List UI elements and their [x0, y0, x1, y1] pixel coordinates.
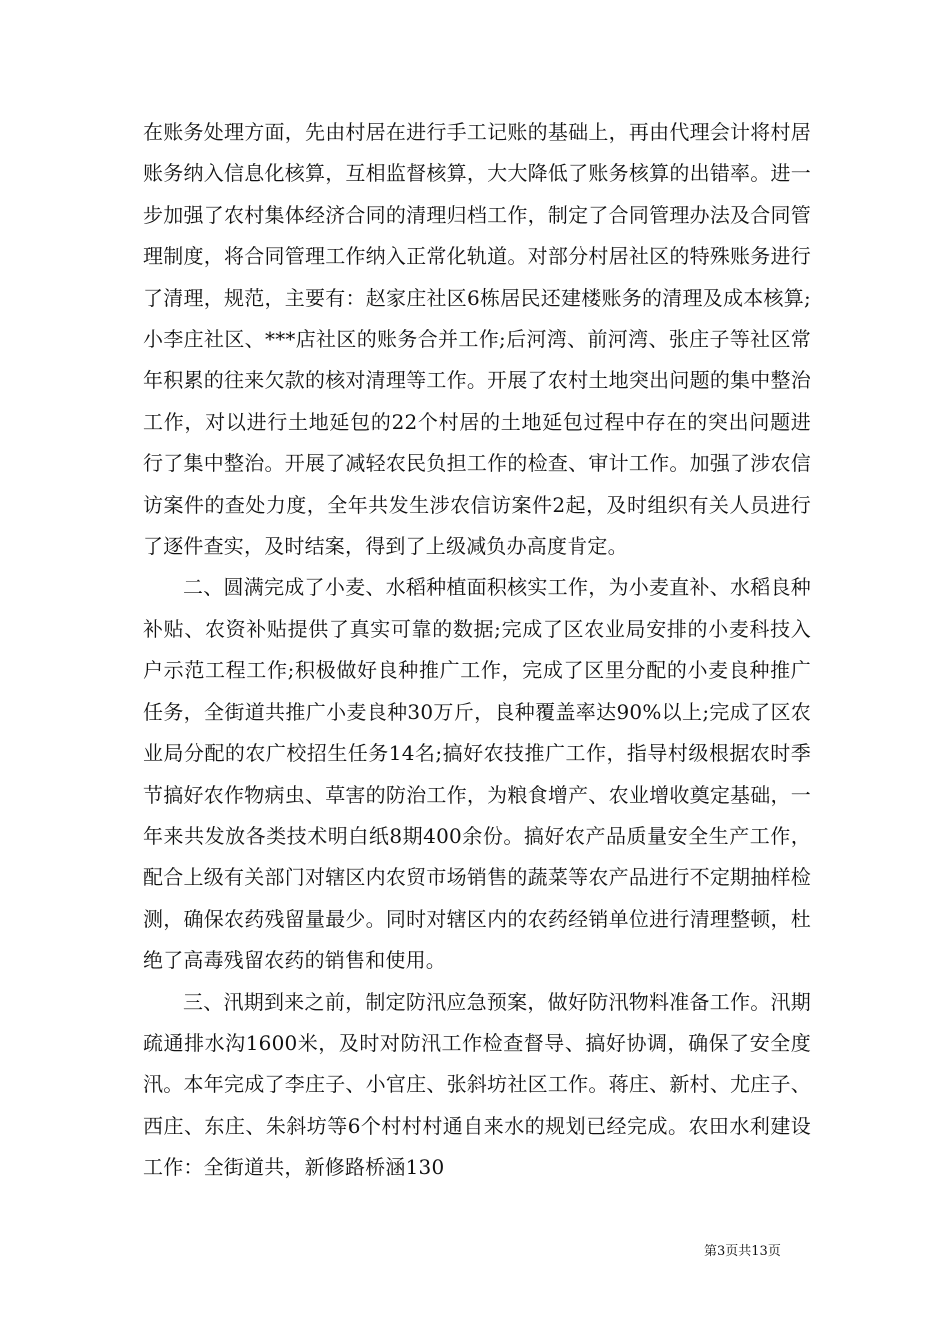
paragraph-accounting: 在账务处理方面，先由村居在进行手工记账的基础上，再由代理会计将村居账务纳入信息化核算，互相监督核算，大大降低了账务核算的出错率。进一步加强了农村集体经济合同的清理归档工作，制定了合同管理办法及合同管理制度，将合同管理工作纳入正常化轨道。对部分村居社区的特殊账务进行了清理，规范，主要有：赵家庄社区6栋居民还建楼账务的清理及成本核算;小李庄社区、***店社区的账务合并工作;后河湾、前河湾、张庄子等社区常年积累的往来欠款的核对清理等工作。开展了农村土地突出问题的集中整治工作，对以进行土地延包的22个村居的土地延包过程中存在的突出问题进行了集中整治。开展了减轻农民负担工作的检查、审计工作。加强了涉农信访案件的查处力度，全年共发生涉农信访案件2起，及时组织有关人员进行了逐件查实，及时结案，得到了上级减负办高度肯定。 — [143, 120, 811, 559]
page-number-footer: 第3页共13页 — [704, 1244, 781, 1259]
paragraph-section-three: 三、汛期到来之前，制定防汛应急预案，做好防汛物料准备工作。汛期疏通排水沟1600米，及时对防汛工作检查督导、搞好协调，确保了安全度汛。本年完成了李庄子、小官庄、张斜坊社区工作。蒋庄、新村、尤庄子、西庄、东庄、朱斜坊等6个村村村通自来水的规划已经完成。农田水利建设工作：全街道共，新修路桥涵130 — [143, 989, 811, 1180]
body-text — [143, 112, 811, 1189]
paragraph-section-two: 二、圆满完成了小麦、水稻种植面积核实工作，为小麦直补、水稻良种补贴、农资补贴提供了真实可靠的数据;完成了区农业局安排的小麦科技入户示范工程工作;积极做好良种推广工作，完成了区里分配的小麦良种推广任务，全街道共推广小麦良种30万斤，良种覆盖率达90%以上;完成了区农业局分配的农广校招生任务14名;搞好农技推广工作，指导村级根据农时季节搞好农作物病虫、草害的防治工作，为粮食增产、农业增收奠定基础，一年来共发放各类技术明白纸8期400余份。搞好农产品质量安全生产工作，配合上级有关部门对辖区内农贸市场销售的蔬菜等农产品进行不定期抽样检测，确保农药残留量最少。同时对辖区内的农药经销单位进行清理整顿，杜绝了高毒残留农药的销售和使用。 — [143, 575, 811, 973]
